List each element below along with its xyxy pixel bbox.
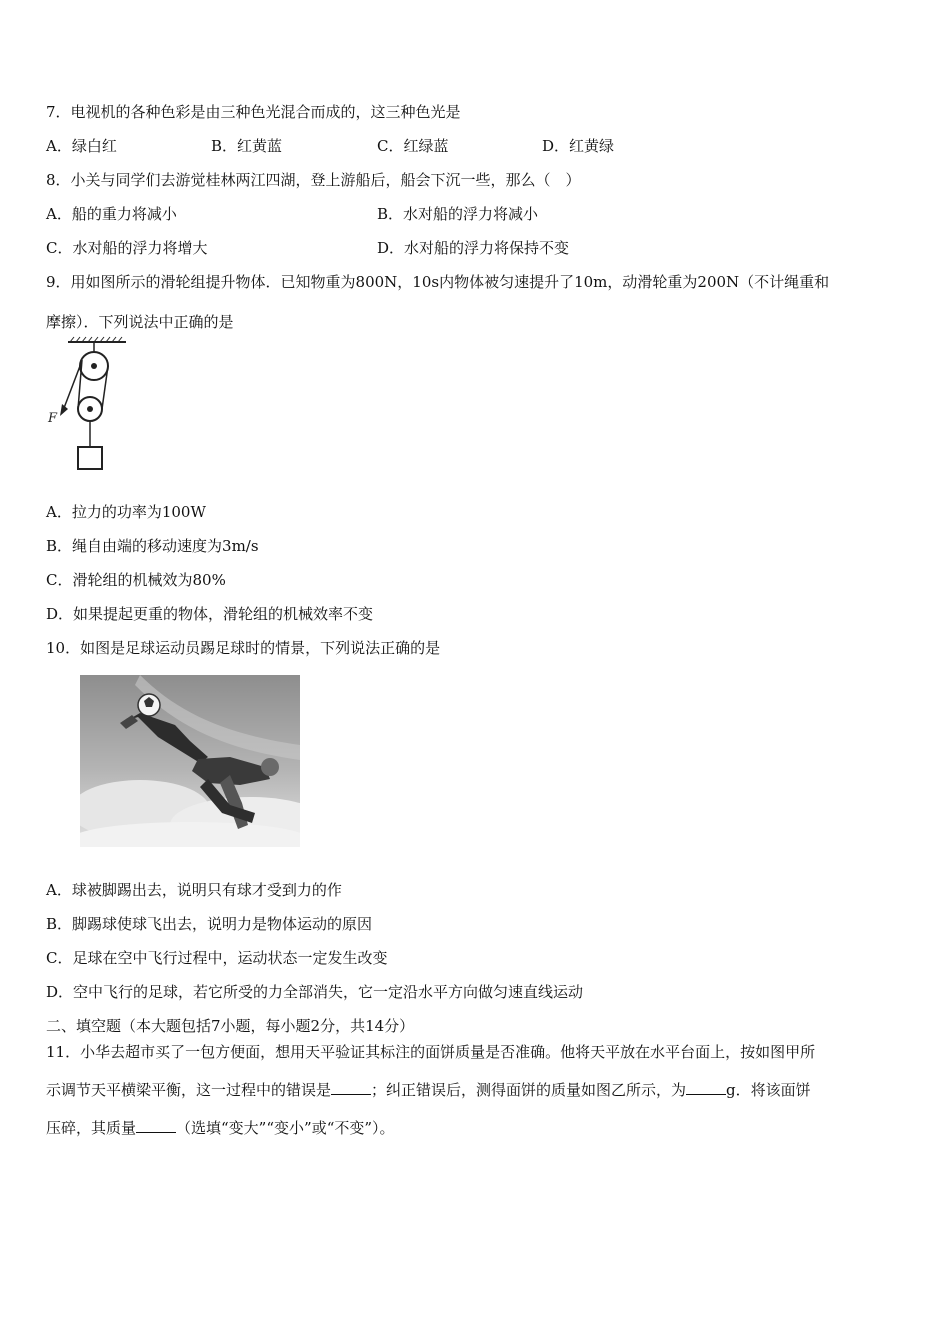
q11-line3-part-b: （选填“变大”“变小”或“不变”）。: [176, 1119, 395, 1137]
q11-blank-1[interactable]: [331, 1080, 371, 1095]
q11-line2: [46, 1080, 811, 1100]
q9-option-a: A．拉力的功率为100W: [46, 503, 206, 521]
q11-blank-2[interactable]: [686, 1080, 726, 1095]
player-head: [261, 758, 279, 776]
q11-line2-part-c: g．将该面饼: [726, 1081, 811, 1099]
q9-option-b: B．绳自由端的移动速度为3m/s: [46, 537, 259, 555]
q9-option-d: D．如果提起更重的物体，滑轮组的机械效率不变: [46, 605, 374, 623]
q10-option-c: C．足球在空中飞行过程中，运动状态一定发生改变: [46, 949, 388, 967]
force-arrow: [60, 404, 68, 416]
q11-blank-3[interactable]: [136, 1118, 176, 1133]
q8-option-d: D．水对船的浮力将保持不变: [377, 239, 570, 257]
force-label: F: [48, 411, 58, 426]
q10-option-b: B．脚踢球使球飞出去，说明力是物体运动的原因: [46, 915, 373, 933]
q11-line1: 11．小华去超市买了一包方便面，想用天平验证其标注的面饼质量是否准确。他将天平放在水平台面上，按如图甲所: [46, 1043, 816, 1061]
q8-option-c: C．水对船的浮力将增大: [46, 239, 208, 257]
q7-option-b: B．红黄蓝: [211, 137, 283, 155]
q9-option-c: C．滑轮组的机械效为80%: [46, 571, 226, 589]
q10-option-a: A．球被脚踢出去，说明只有球才受到力的作: [46, 881, 342, 899]
q8-option-b: B．水对船的浮力将减小: [377, 205, 539, 223]
q9-stem-line2: 摩擦）．下列说法中正确的是: [46, 313, 234, 331]
load-block: [78, 447, 102, 469]
q7-option-a: A．绿白红: [46, 137, 117, 155]
q11-line3: [46, 1118, 395, 1138]
soccer-photo-drawing: [80, 675, 300, 847]
soccer-photo: [80, 675, 300, 847]
rope-free-end: [64, 366, 80, 408]
pulley-figure: [46, 336, 136, 476]
q10-option-d: D．空中飞行的足球，若它所受的力全部消失，它一定沿水平方向做匀速直线运动: [46, 983, 584, 1001]
fixed-pulley-axle: [91, 363, 97, 369]
q7-option-d: D．红黄绿: [542, 137, 615, 155]
q11-line2-part-b: ；纠正错误后，测得面饼的质量如图乙所示，为: [371, 1081, 687, 1099]
rope-right: [102, 366, 108, 409]
movable-pulley-axle: [87, 406, 93, 412]
q11-line3-part-a: 压碎，其质量: [46, 1119, 137, 1137]
q7-stem: 7．电视机的各种色彩是由三种色光混合而成的，这三种色光是: [46, 103, 461, 121]
q11-line2-part-a: 示调节天平横梁平衡，这一过程中的错误是: [46, 1081, 332, 1099]
q8-stem: 8．小关与同学们去游觉桂林两江四湖，登上游船后，船会下沉一些，那么（ ）: [46, 171, 581, 189]
q8-option-a: A．船的重力将减小: [46, 205, 177, 223]
section-heading: 二、填空题（本大题包括7小题，每小题2分，共14分）: [46, 1017, 415, 1035]
q9-stem-line1: 9．用如图所示的滑轮组提升物体．已知物重为800N，10s内物体被匀速提升了10m，动滑轮重为200N（不计绳重和: [46, 273, 830, 291]
q10-stem: 10．如图是足球运动员踢足球时的情景，下列说法正确的是: [46, 639, 441, 657]
pulley-diagram: [46, 336, 136, 476]
q7-option-c: C．红绿蓝: [377, 137, 449, 155]
